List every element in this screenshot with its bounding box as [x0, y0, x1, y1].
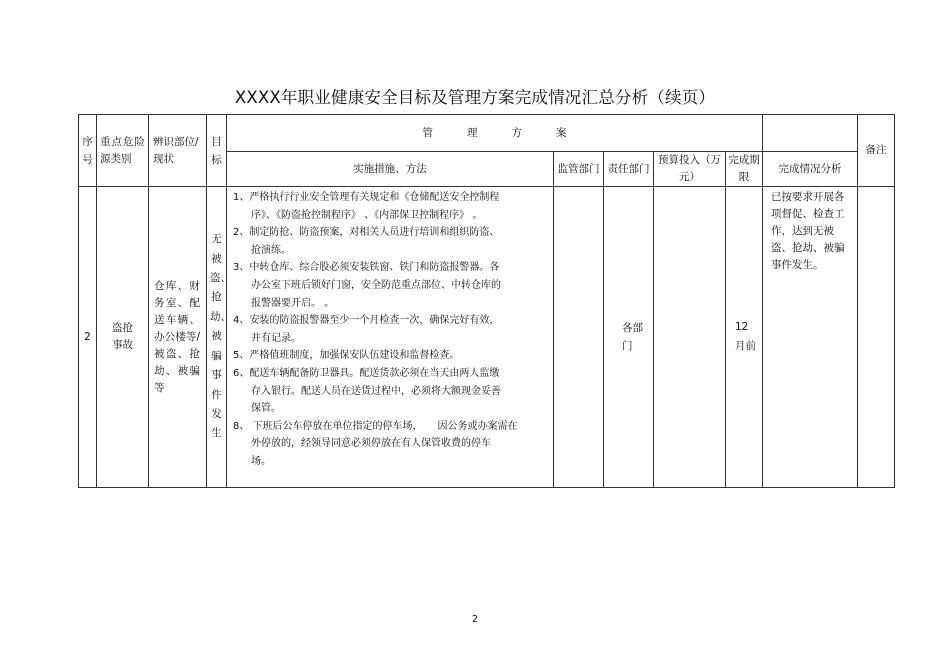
measures-header: 实施措施、方法 [227, 152, 554, 187]
plan-header-spacer [763, 115, 858, 152]
measure-item-continuation: 存入银行。配送人员在送货过程中，必须将大额现金妥善 [251, 385, 501, 397]
hazard-header-text: 重点危险源类别 [100, 135, 145, 165]
measure-item-continuation: 并有记录。 [251, 332, 301, 344]
analysis-header: 完成情况分析 [763, 152, 858, 187]
measure-item-continuation: 场。 [251, 455, 271, 467]
page-number: 2 [471, 614, 479, 625]
measure-item-continuation: 报警器要开启。 。 [251, 297, 335, 309]
measure-item-continuation: 抢演练。 [251, 244, 291, 256]
deadline-header-text: 完成期限 [728, 154, 760, 183]
location-header [149, 115, 207, 187]
row-seq: 2 [79, 187, 97, 488]
measure-item-continuation: 保管。 [251, 403, 281, 415]
row-hazard: 盗抢事故 [97, 187, 149, 488]
measure-item: 1、严格执行行业安全管理有关规定和《仓储配送安全控制程 [233, 192, 500, 203]
remark-header: 备注 [858, 115, 895, 187]
summary-table [78, 114, 895, 488]
supervisor-header-text: 监管部门 [557, 162, 600, 175]
plan-header-text: 管理方案 [422, 126, 601, 139]
header-row-top [79, 115, 895, 152]
row-remark [858, 187, 895, 488]
row-supervisor [554, 187, 604, 488]
hazard-header [97, 115, 149, 187]
document-title: XXXX年职业健康安全目标及管理方案完成情况汇总分析（续页） [234, 88, 716, 107]
measure-item: 4、安装的防盗报警器至少一个月检查一次，确保完好有效， [233, 315, 500, 327]
responsible-header-text: 责任部门 [607, 162, 650, 175]
measure-item: 3、中转仓库、综合股必须安装铁窗、铁门和防盗报警器。各 [233, 262, 500, 274]
row-goal: 无被盗、抢劫、被骗事件发生 [207, 187, 227, 488]
budget-header-text: 预算投入（万元） [658, 154, 721, 183]
row-deadline: 12月前 [726, 187, 763, 488]
row-responsible: 各部门 [604, 187, 654, 488]
goal-header: 目 标 [207, 115, 227, 187]
measure-item-continuation: 外停放的，经领导同意必须停放在有人保管收费的停车 [251, 438, 491, 450]
deadline-header [726, 152, 763, 187]
measure-item: 2、制定防抢、防盗预案，对相关人员进行培训和组织防盗、 [233, 227, 500, 239]
measure-item: 5、严格值班制度，加强保安队伍建设和监督检查。 [233, 350, 460, 362]
measures-list [233, 189, 549, 471]
row-location: 仓库、财务室、配送车辆、办公楼等/被盗、抢劫、被骗等 [149, 187, 207, 488]
row-budget [654, 187, 726, 488]
location-header-text: 辨识部位/现状 [153, 135, 199, 165]
budget-header [654, 152, 726, 187]
measure-item-continuation: 办公室下班后锁好门窗，安全防范重点部位、中转仓库的 [251, 279, 501, 291]
table-row [79, 187, 895, 488]
row-analysis: 已按要求开展各项督促、检查工作，达到无被盗、抢劫、被骗事件发生。 [763, 187, 858, 488]
measure-item-continuation: 序》、《防盗抢控制程序》 、《内部保卫控制程序》 。 [251, 209, 483, 221]
measure-item: 8、 下班后公车停放在单位指定的停车场， 因公务或办案需在 [233, 420, 518, 432]
measure-item: 6、配送车辆配备防卫器具。配送货款必须在当天由两人监缴 [233, 367, 500, 379]
row-measures [227, 187, 554, 488]
supervisor-header [554, 152, 604, 187]
plan-header [227, 115, 763, 152]
responsible-header [604, 152, 654, 187]
seq-header: 序 号 [79, 115, 97, 187]
